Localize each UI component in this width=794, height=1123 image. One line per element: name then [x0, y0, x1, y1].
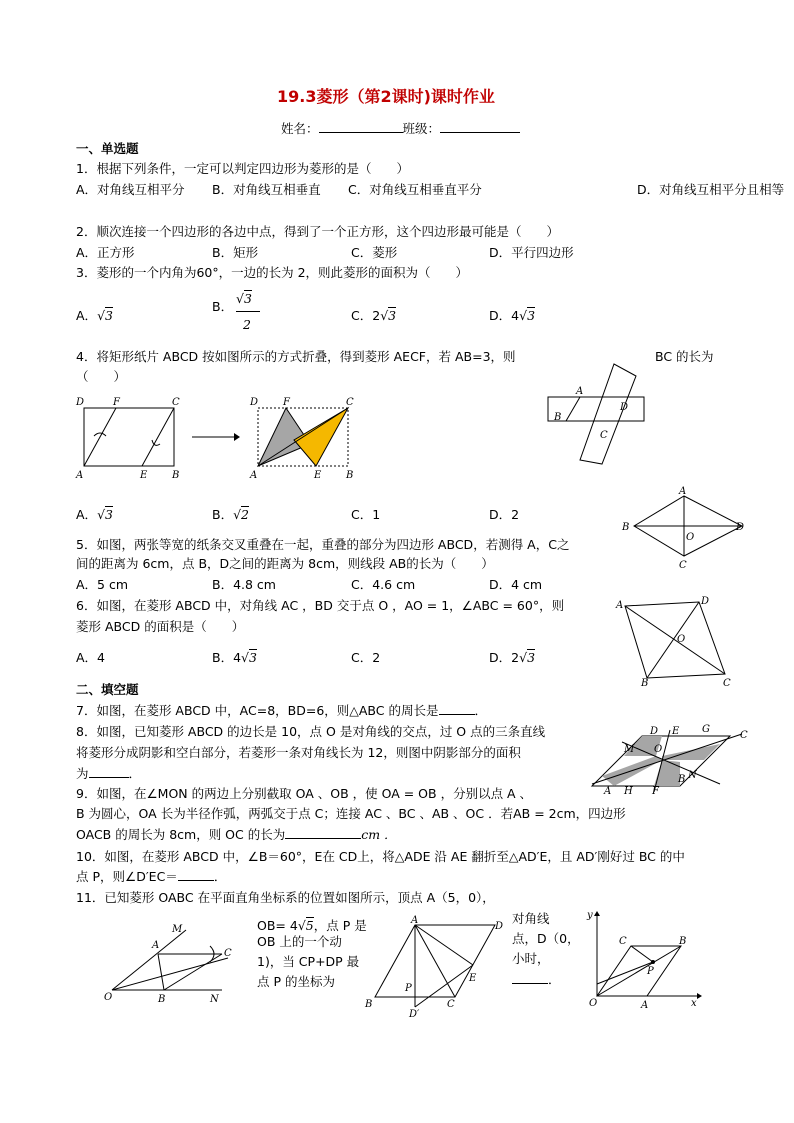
q1-option-d[interactable]: D．对角线互相平分且相等: [637, 182, 785, 197]
svg-text:A: A: [576, 386, 584, 397]
q4-folded-figure: [250, 396, 360, 482]
q8-line3-text: 为: [76, 766, 89, 781]
svg-text:P: P: [647, 966, 654, 977]
svg-text:O: O: [677, 634, 686, 645]
svg-text:D: D: [495, 921, 504, 932]
svg-text:O: O: [686, 532, 695, 543]
sqrt-icon: √: [97, 507, 106, 522]
q6-line2: 菱形 ABCD 的面积是（ ）: [76, 619, 245, 634]
q11-blank[interactable]: [512, 983, 548, 984]
q11-line1: 11．已知菱形 OABC 在平面直角坐标系的位置如图所示，顶点 A（5，0），: [76, 890, 495, 905]
q3-option-b-label[interactable]: B．: [212, 299, 234, 314]
svg-text:E: E: [140, 470, 148, 481]
svg-text:B: B: [554, 412, 562, 423]
q5-option-c[interactable]: C．4.6 cm: [351, 577, 416, 592]
q10-line1: 10．如图，在菱形 ABCD 中，∠B＝60°，E在 CD上，将△ADE 沿 AE 翻折至△AD′E，且 AD′刚好过 BC 的中: [76, 849, 685, 864]
q8-line2: 将菱形分成阴影和空白部分，若菱形一条对角线长为 12，则图中阴影部分的面积: [76, 745, 521, 760]
q6-option-c[interactable]: C．2: [351, 650, 381, 665]
q3-option-a[interactable]: [76, 308, 113, 324]
q3-stem: 3．菱形的一个内角为60°，一边的长为 2，则此菱形的面积为（ ）: [76, 265, 469, 280]
q2-option-d[interactable]: D．平行四边形: [489, 245, 574, 260]
svg-text:O: O: [104, 992, 113, 1003]
q10-blank[interactable]: [178, 880, 214, 881]
svg-text:A: A: [604, 786, 612, 797]
svg-text:D: D: [620, 402, 629, 413]
q4-paren: （ ）: [76, 369, 127, 384]
svg-text:A: A: [152, 940, 160, 951]
q3-d-label: D．4: [489, 308, 520, 323]
svg-text:B: B: [172, 470, 180, 481]
svg-text:O: O: [589, 998, 598, 1009]
svg-text:M: M: [624, 744, 635, 755]
q3-option-d[interactable]: [489, 308, 535, 324]
svg-text:B: B: [158, 994, 166, 1005]
svg-text:A: A: [250, 470, 258, 481]
sqrt-icon: √: [233, 507, 242, 522]
q11-ob-label: OB= 4: [257, 918, 298, 933]
svg-text:B: B: [622, 522, 630, 533]
svg-text:B: B: [678, 774, 686, 785]
q10-line2: 点 P，则∠D′EC＝ ．: [76, 869, 227, 884]
q3-d-radicand: 3: [527, 308, 536, 323]
q6-rhombus-figure: [613, 594, 743, 689]
svg-text:A: A: [411, 915, 419, 926]
q11-frag7: 小时，: [512, 951, 550, 966]
q11-frag2: OB 上的一个动: [257, 934, 342, 949]
q4-option-d[interactable]: D．2: [489, 507, 520, 522]
q4-b-label: B．: [212, 507, 234, 522]
q11-ob-radicand: 5: [305, 918, 314, 933]
svg-text:E: E: [314, 470, 322, 481]
q6-d-label: D．2: [489, 650, 520, 665]
q11-frag-ob: [257, 918, 367, 934]
svg-text:C: C: [346, 397, 354, 408]
q4-rectangle-figure: [76, 396, 186, 482]
q4-option-c[interactable]: C．1: [351, 507, 381, 522]
svg-text:N: N: [688, 770, 697, 781]
q7-blank[interactable]: [439, 714, 475, 715]
q7-text: 7．如图，在菱形 ABCD 中，AC=8，BD=6，则△ABC 的周长是: [76, 703, 439, 718]
svg-text:D′: D′: [409, 1009, 420, 1020]
svg-text:A: A: [76, 470, 84, 481]
q3-c-radicand: 3: [388, 308, 397, 323]
q6-b-label: B．4: [212, 650, 242, 665]
fraction-bar: [236, 311, 260, 312]
sqrt-icon: √: [380, 308, 389, 323]
q9-blank[interactable]: [285, 838, 361, 839]
section-single-choice: 一、单选题: [76, 141, 139, 156]
svg-text:C: C: [740, 730, 748, 741]
q4-a-label: A．: [76, 507, 98, 522]
q11-frag6: 点，D（0，: [512, 931, 580, 946]
q6-d-radicand: 3: [527, 650, 536, 665]
svg-text:C: C: [447, 999, 455, 1010]
q9-angle-figure: [100, 920, 240, 1004]
q11-coordinate-figure: [585, 910, 705, 1010]
q9-line2: B 为圆心，OA 长为半径作弧，两弧交于点 C；连接 AC 、BC 、AB 、OC ．若AB = 2cm，四边形: [76, 806, 626, 821]
svg-text:D: D: [650, 726, 659, 737]
q4-stem: 4．将矩形纸片 ABCD 按如图所示的方式折叠，得到菱形 AECF，若 AB=3，则: [76, 349, 516, 364]
q5-option-a[interactable]: A．5 cm: [76, 577, 129, 592]
page-title: 19.3菱形（第2课时)课时作业: [277, 87, 495, 106]
q10-line2-text: 点 P，则∠D′EC＝: [76, 869, 178, 884]
q4-option-a[interactable]: [76, 507, 113, 523]
svg-text:N: N: [210, 994, 219, 1005]
q2-option-c[interactable]: C．菱形: [351, 245, 398, 260]
q1-option-a[interactable]: A．对角线互相平分: [76, 182, 185, 197]
q2-option-b[interactable]: B．矩形: [212, 245, 259, 260]
q9-line3: [76, 827, 397, 843]
q3-b-radicand: 3: [243, 291, 252, 306]
svg-text:C: C: [172, 397, 180, 408]
q2-option-a[interactable]: A．正方形: [76, 245, 135, 260]
sqrt-icon: √: [241, 650, 249, 665]
svg-text:F: F: [113, 397, 120, 408]
q3-b-numerator: [236, 291, 252, 307]
q6-option-b[interactable]: [212, 650, 257, 666]
sqrt-icon: √: [297, 918, 306, 933]
sqrt-icon: √: [236, 291, 244, 306]
name-label: 姓名：: [281, 121, 319, 136]
svg-text:B: B: [679, 936, 687, 947]
svg-text:D: D: [736, 522, 745, 533]
svg-text:B: B: [641, 678, 649, 689]
q1-option-b[interactable]: B．对角线互相垂直: [212, 182, 321, 197]
q4-arrow-icon: [190, 432, 240, 442]
svg-text:C: C: [600, 430, 608, 441]
q5-line2: 间的距离为 6cm，点 B，D之间的距离为 8cm，则线段 AB的长为（ ）: [76, 556, 494, 571]
svg-text:A: A: [641, 1000, 649, 1011]
svg-text:C: C: [723, 678, 731, 689]
svg-text:M: M: [172, 924, 183, 935]
q6-option-d[interactable]: [489, 650, 535, 666]
q5-strips-figure: [540, 360, 650, 465]
q3-c-label: C．2: [351, 308, 381, 323]
class-blank[interactable]: [440, 132, 520, 133]
q11-frag4: 点 P 的坐标为: [257, 974, 335, 989]
q2-stem: 2．顺次连接一个四边形的各边中点，得到了一个正方形，这个四边形最可能是（ ）: [76, 224, 559, 239]
q7-stem: 7．如图，在菱形 ABCD 中，AC=8，BD=6，则△ABC 的周长是 ．: [76, 703, 488, 718]
svg-text:O: O: [654, 744, 663, 755]
sqrt-icon: √: [97, 308, 106, 323]
sqrt-icon: √: [519, 650, 528, 665]
q8-shaded-rhombus-figure: [592, 720, 752, 798]
q5-rhombus-figure: [620, 488, 750, 570]
svg-text:y: y: [587, 910, 593, 921]
q3-a-radicand: 3: [105, 308, 113, 323]
q8-blank[interactable]: [89, 777, 129, 778]
q6-line1: 6．如图，在菱形 ABCD 中，对角线 AC ，BD 交于点 O ，AO = 1，∠ABC = 60°，则: [76, 598, 565, 613]
svg-text:F: F: [652, 786, 659, 797]
q5-line1: 5．如图，两张等宽的纸条交叉重叠在一起，重叠的部分为四边形 ABCD，若测得 A，C之: [76, 537, 570, 552]
q3-b-denominator: 2: [243, 317, 251, 332]
svg-text:E: E: [672, 726, 680, 737]
svg-text:x: x: [691, 998, 697, 1009]
q5-option-d[interactable]: D．4 cm: [489, 577, 543, 592]
svg-text:E: E: [469, 973, 477, 984]
svg-text:C: C: [224, 948, 232, 959]
q6-option-a[interactable]: A．4: [76, 650, 106, 665]
svg-text:D: D: [76, 397, 85, 408]
svg-text:P: P: [405, 983, 412, 994]
q4-b-radicand: 2: [241, 507, 249, 522]
q11-frag3: 1)，当 CP+DP 最: [257, 954, 360, 969]
class-label: 班级：: [402, 121, 441, 136]
q6-b-radicand: 3: [249, 650, 257, 665]
sqrt-icon: √: [519, 308, 528, 323]
q4-stem-tail: BC 的长为: [655, 349, 714, 364]
svg-text:A: A: [616, 600, 624, 611]
q9-unit: cm ．: [361, 827, 397, 842]
q5-option-b[interactable]: B．4.8 cm: [212, 577, 276, 592]
svg-text:D: D: [701, 596, 710, 607]
svg-text:D: D: [250, 397, 259, 408]
q1-option-c[interactable]: C．对角线互相垂直平分: [348, 182, 482, 197]
q1-stem: 1．根据下列条件，一定可以判定四边形为菱形的是（ ）: [76, 161, 409, 176]
name-class-row: [281, 121, 520, 137]
q9-line3-text: OACB 的周长为 8cm，则 OC 的长为: [76, 827, 286, 842]
q4-a-radicand: 3: [105, 507, 113, 522]
q11-frag-p: ，点 P 是: [313, 918, 367, 933]
q4-option-b[interactable]: [212, 507, 249, 523]
svg-text:F: F: [283, 397, 290, 408]
svg-text:A: A: [679, 486, 687, 497]
svg-text:B: B: [346, 470, 354, 481]
svg-text:C: C: [619, 936, 627, 947]
name-blank[interactable]: [319, 132, 403, 133]
q11-frag5: 对角线: [512, 911, 550, 926]
q8-line1: 8．如图，已知菱形 ABCD 的边长是 10，点 O 是对角线的交点，过 O 点的三条直线: [76, 724, 546, 739]
q9-line1: 9．如图，在∠MON 的两边上分别截取 OA 、OB ，使 OA = OB ，分别以点 A 、: [76, 786, 533, 801]
q3-option-c[interactable]: [351, 308, 396, 324]
q10-rhombus-figure: [365, 915, 505, 1019]
svg-text:B: B: [365, 999, 373, 1010]
svg-text:G: G: [702, 724, 710, 735]
q11-blank-row: ．: [512, 972, 561, 988]
q3-a-label: A．: [76, 308, 98, 323]
section-fill-blank: 二、填空题: [76, 682, 139, 697]
q8-line3: 为 ．: [76, 766, 142, 781]
svg-text:C: C: [679, 560, 687, 571]
svg-text:H: H: [624, 786, 633, 797]
